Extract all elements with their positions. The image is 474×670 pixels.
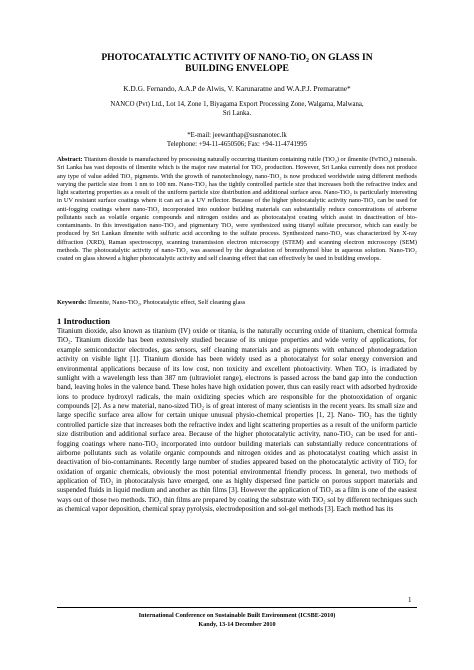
page-number: 1: [408, 596, 412, 604]
title-line-2: BUILDING ENVELOPE: [185, 63, 289, 74]
paper-title: [50, 52, 424, 74]
keywords-text: Ilmenite, Nano-TiO₂, Photocatalytic effect, Self cleaning glass: [87, 299, 246, 306]
abstract-text: Titanium dioxide is manufactured by processing naturally occurring titanium containing rutile (TiO₂) or ilmenite (FeTiO₃) minerals. Sri Lanka has vast deposits of ilmenite which is the major raw material for TiO₂ production. However, Sri Lanka currently does not produce any type of value added TiO₂ pigments. With the growth of nanotechnology, nano-TiO₂ is now produced worldwide using different methods varying the particle size from 1 nm to 100 nm. Nano-TiO₂ has the tightly controlled particle size that increases both the refractive index and light scattering properties as a result of the uniform particle size distribution and additional surface area. Nano-TiO₂ is particularly interesting in UV resistant surface coatings where it can act as a UV reflector. Because of the higher photocatalytic activity nano-TiO₂ can be used for anti-fogging coatings where nano-TiO₂ incorporated into outdoor building materials can substantially reduce concentrations of airborne pollutants such as volatile organic compounds and nitrogen oxides and as photocatalyst coating which assist in deactivation of bio-contaminants. In this investigation nano-TiO₂ and pigmentary TiO₂ were synthesized using titanyl sulfate precursor, which can easily be produced by Sri Lankan ilmenite with sulfuric acid according to the sulfate process. Synthesized nano-TiO₂ was characterized by X-ray diffraction (XRD), Raman spectroscopy, scanning transmission electron microscopy (STEM) and scanning electron microscopy (SEM) methods. The photocatalytic activity of nano-TiO₂ was assessed by the degradation of bromothymol blue in aqueous solution. Nano-TiO₂ coated on glass showed a higher photocatalytic activity and self cleaning effect that can effectively be used in building envelops.: [57, 156, 418, 262]
affiliation-line-1: NANCO (Pvt) Ltd., Lot 14, Zone 1, Biyagama Export Processing Zone, Walgama, Malwana,: [110, 101, 364, 108]
footer: [57, 612, 417, 629]
contact-email: *E-mail: jeewanthap@susnanotec.lk: [187, 132, 287, 139]
contact-info: [60, 131, 414, 149]
introduction-text: Titanium dioxide, also known as titanium (IV) oxide or titania, is the naturally occurring oxide of titanium, chemical formula TiO₂. Titanium dioxide has been extensively studied because of its unique properties and wide verity of applications, for example semiconductor electrodes, gas sensors, self cleaning materials and as pigments with enhanced photodegradation activity on visible light [1]. Titanium dioxide has been widely used as a photocatalyst for solar energy conversion and environmental applications because of its low cost, non toxicity and excellent photoactivity. When TiO₂ is irradiated by sunlight with a wavelength less than 387 nm (ultraviolet range), electrons is passed across the band gap into the conduction band, leaving holes in the valence band. These holes have high oxidation power, thus can easily react with adsorbed hydroxide ions to produce hydroxyl radicals, the main oxidizing species which are responsible for the photooxidation of organic compounds [2]. As a new material, nano-sized TiO₂ is of great interest of many scientists in the recent years. Its small size and large specific surface area allow for certain unique unusual physio-chemical properties [1, 2]. Nano- TiO₂ has the tightly controlled particle size that increases both the refractive index and light scattering properties as a result of the uniform particle size distribution and additional surface area. Because of the higher photocatalytic activity, nano-TiO₂ can be used for anti-fogging coatings where nano-TiO₂ incorporated into outdoor building materials can substantially reduce concentrations of airborne pollutants such as volatile organic compounds and nitrogen oxides and as photocatalyst coating which assist in deactivation of bio-contaminants. Recently large number of studies appeared based on the photocatalytic activity of TiO₂ for oxidation of organic chemicals, obviously the most potential environmental friendly process. In general, two methods of application of TiO₂ in photocatalysis have emerged, one as highly dispersed fine particle on porous support materials and suspended fluids in liquid medium and another as thin films [3]. However the application of TiO₂ as a film is one of the easiest ways out of those two methods. TiO₂ thin films are prepared by coating the substrate with TiO₂ sol by different techniques such as chemical vapor deposition, chemical spray pyrolysis, electrodeposition and sol-gel methods [3]. Each method has its: [57, 327, 417, 514]
keywords: [57, 299, 417, 307]
affiliation-line-2: Sri Lanka.: [222, 110, 252, 118]
contact-phone: Telephone: +94-11-4650506; Fax: +94-11-4741995: [166, 141, 308, 149]
title-line-1: PHOTOCATALYTIC ACTIVITY OF NANO-TiO₂ ON GLASS IN: [101, 52, 373, 63]
section-heading: 1 Introduction: [57, 316, 111, 326]
keywords-label: Keywords:: [57, 299, 87, 306]
footer-divider: [57, 607, 417, 608]
affiliation: [60, 100, 414, 118]
author-list: K.D.G. Fernando, A.A.P de Alwis, V. Karunaratne and W.A.P.J. Premaratne*: [123, 84, 351, 93]
footer-line-1: International Conference on Sustainable Built Environment (ICSBE-2010): [138, 612, 336, 619]
footer-line-2: Kandy, 13-14 December 2010: [198, 620, 276, 628]
abstract-label: Abstract:: [57, 156, 83, 163]
abstract: [57, 156, 417, 263]
